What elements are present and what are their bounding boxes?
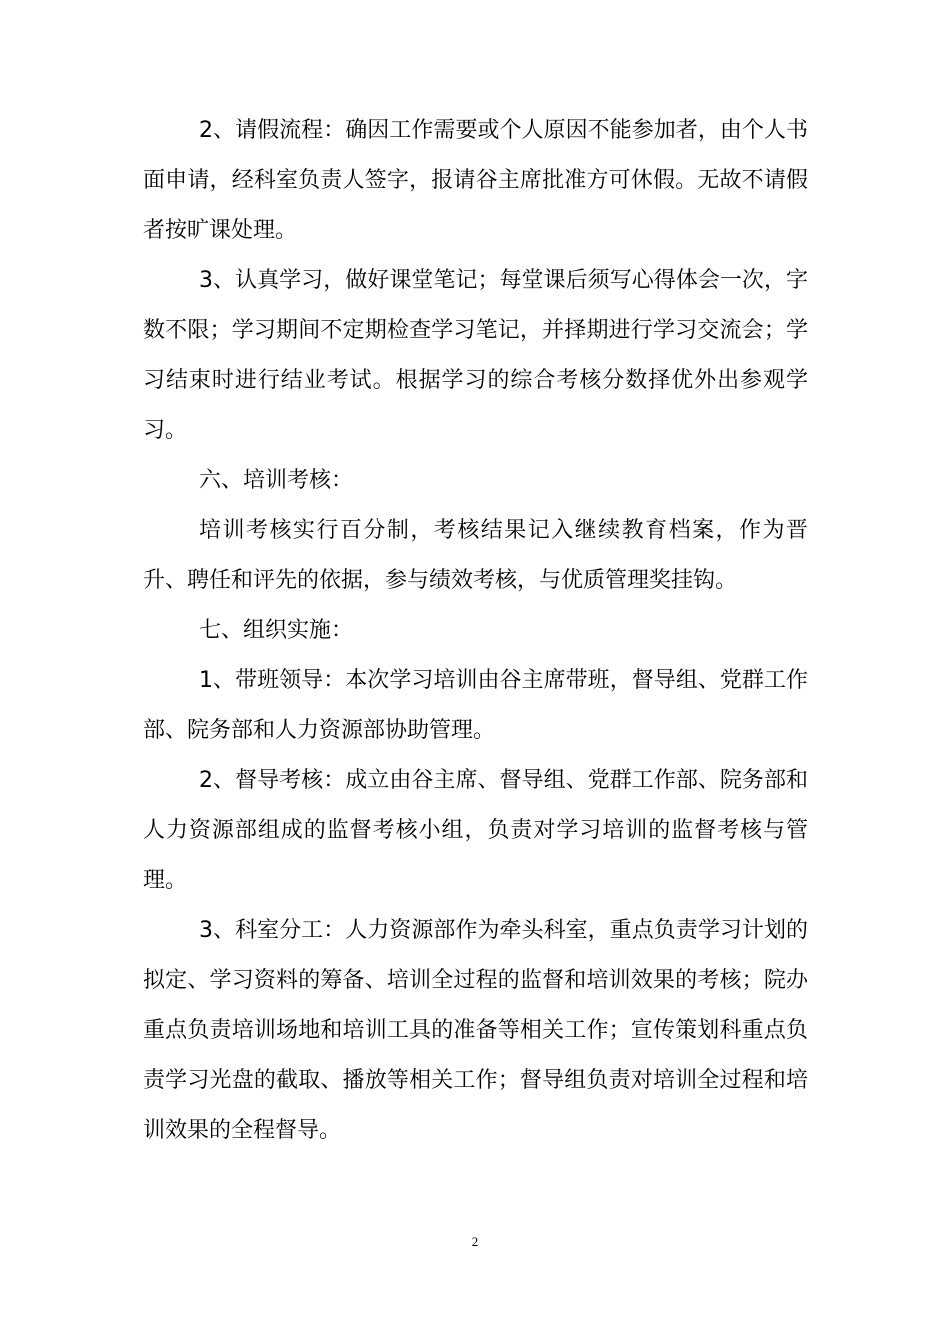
paragraph-supervision: 2、督导考核：成立由谷主席、督导组、党群工作部、院务部和人力资源部组成的监督考核小组，负责对学习培训的监督考核与管理。 xyxy=(143,768,808,893)
page-number: 2 xyxy=(471,1234,479,1249)
paragraph-leave-process: 2、请假流程：确因工作需要或个人原因不能参加者，由个人书面申请，经科室负责人签字，报请谷主席批准方可休假。无故不请假者按旷课处理。 xyxy=(143,118,808,243)
section-heading-training-assessment: 六、培训考核： xyxy=(199,468,354,493)
document-body xyxy=(143,106,808,1156)
paragraph-assessment-details: 培训考核实行百分制，考核结果记入继续教育档案，作为晋升、聘任和评先的依据，参与绩效考核，与优质管理奖挂钩。 xyxy=(143,518,808,593)
section-heading-organization: 七、组织实施： xyxy=(199,618,354,643)
paragraph-study-requirements: 3、认真学习，做好课堂笔记；每堂课后须写心得体会一次，字数不限；学习期间不定期检查学习笔记，并择期进行学习交流会；学习结束时进行结业考试。根据学习的综合考核分数择优外出参观学习。 xyxy=(143,268,808,443)
paragraph-division-of-labor: 3、科室分工：人力资源部作为牵头科室，重点负责学习计划的拟定、学习资料的筹备、培训全过程的监督和培训效果的考核；院办重点负责培训场地和培训工具的准备等相关工作；宣传策划科重点负责学习光盘的截取、播放等相关工作；督导组负责对培训全过程和培训效果的全程督导。 xyxy=(143,918,808,1143)
paragraph-leadership: 1、带班领导：本次学习培训由谷主席带班，督导组、党群工作部、院务部和人力资源部协助管理。 xyxy=(143,668,808,743)
